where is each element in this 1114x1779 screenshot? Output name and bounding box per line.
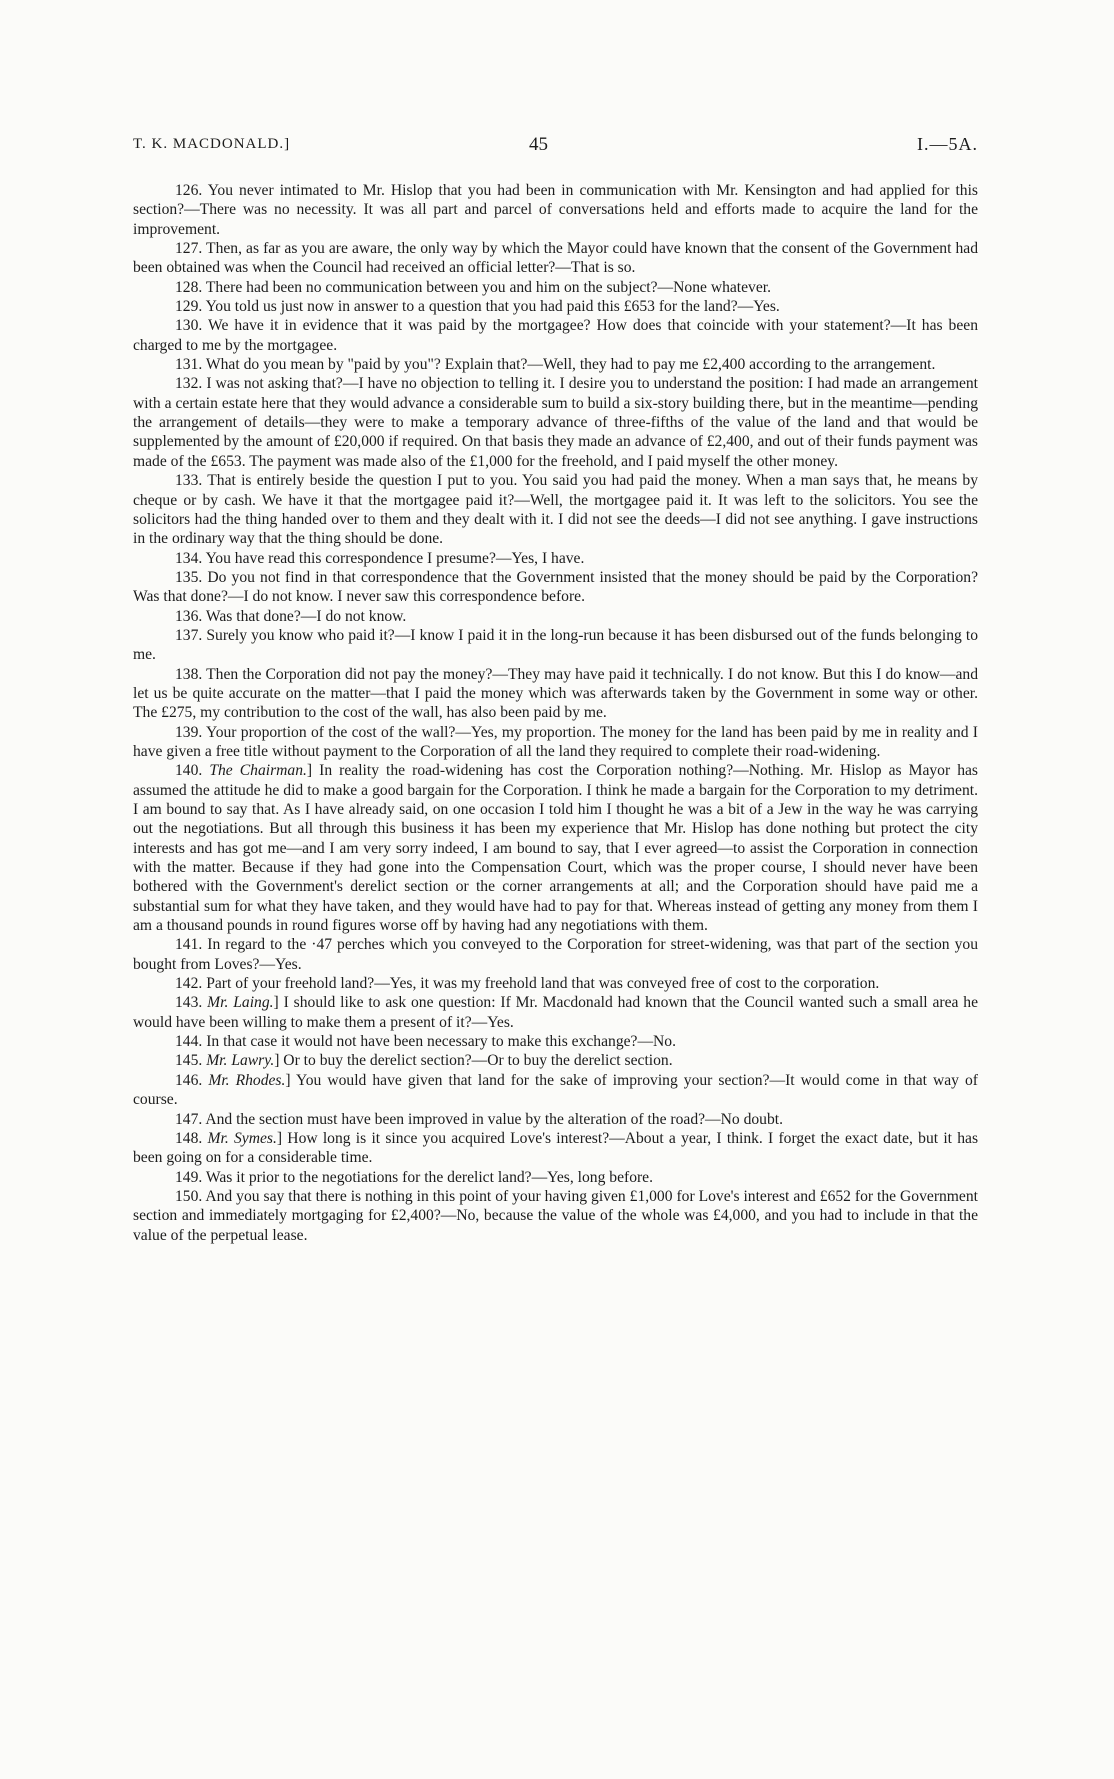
paragraph-text: 142. Part of your freehold land?—Yes, it was my freehold land that was conveyed free of cost to the corporation. — [175, 975, 880, 993]
paragraph-130 — [133, 316, 978, 355]
paragraph-text: 134. You have read this correspondence I presume?—Yes, I have. — [175, 549, 585, 567]
paragraph-text: 149. Was it prior to the negotiations for the derelict land?—Yes, long before. — [175, 1168, 654, 1186]
paragraph-128 — [133, 278, 978, 297]
paper-reference: I.—5A. — [917, 134, 978, 154]
paragraph-142 — [133, 974, 978, 993]
paragraph-text: 141. In regard to the ·47 perches which you conveyed to the Corporation for street-widening, was that part of the section you bought from Loves?—Yes. — [133, 936, 978, 973]
paragraph-text: 127. Then, as far as you are aware, the only way by which the Mayor could have known that the consent of the Government had been obtained was when the Council had received an official letter?—That is so. — [133, 240, 978, 277]
paragraph-text: 150. And you say that there is nothing in this point of your having given £1,000 for Love's interest and £652 for the Government section and immediately mortgaging for £2,400?—No, because the value of the whole was £4,000, and you had to include in that the value of the perpetual lease. — [133, 1187, 978, 1244]
paragraph-number: 146. — [175, 1071, 209, 1089]
paragraph-137 — [133, 626, 978, 665]
paragraph-127 — [133, 239, 978, 278]
speaker-name: Mr. Lawry. — [206, 1052, 275, 1070]
paragraph-text: 139. Your proportion of the cost of the wall?—Yes, my proportion. The money for the land has been paid by me in reality and I have given a free title without payment to the Corporation of all the land they required to complete their road-widening. — [133, 723, 978, 760]
paragraph-135 — [133, 568, 978, 607]
paragraph-text: 129. You told us just now in answer to a question that you had paid this £653 for the land?—Yes. — [175, 298, 780, 316]
paragraph-text: 132. I was not asking that?—I have no objection to telling it. I desire you to understand the position: I had made an arrangement with a certain estate here that they would advance a considerable sum to build a six-story building there, but in the meantime—pending the arrangement of details—they were to make a temporary advance of three-fifths of the value of the land and that would be supplemented by the amount of £20,000 if required. On that basis they made an advance of £2,400, and out of their funds payment was made of the £653. The payment was made also of the £1,000 for the freehold, and I paid myself the other money. — [133, 375, 978, 470]
paragraph-149 — [133, 1168, 978, 1187]
paragraph-129 — [133, 297, 978, 316]
paragraph-136 — [133, 607, 978, 626]
speaker-name: Mr. Symes. — [207, 1129, 277, 1147]
paragraph-text: 137. Surely you know who paid it?—I know I paid it in the long-run because it has been disbursed out of the funds belonging to me. — [133, 626, 978, 664]
paragraph-text: ] How long is it since you acquired Love's interest?—About a year, I think. I forget the exact date, but it has been going on for a considerable time. — [133, 1129, 979, 1167]
paragraph-138 — [133, 665, 978, 723]
header-witness-name: T. K. MACDONALD.] — [133, 136, 291, 152]
speaker-name: Mr. Laing. — [207, 994, 274, 1012]
paragraph-text: 136. Was that done?—I do not know. — [175, 607, 407, 625]
paragraph-131 — [133, 355, 978, 374]
paragraph-144 — [133, 1032, 978, 1051]
paragraph-text: 135. Do you not find in that correspondence that the Government insisted that the money should be paid by the Corporation? Was that done?—I do not know. I never saw this correspondence before. — [133, 568, 978, 606]
paragraph-146 — [133, 1071, 978, 1110]
paragraph-text: 147. And the section must have been improved in value by the alteration of the road?—No doubt. — [175, 1110, 784, 1128]
speaker-name: Mr. Rhodes. — [208, 1071, 286, 1089]
speaker-name: The Chairman. — [209, 762, 307, 780]
paragraph-number: 148. — [175, 1129, 208, 1147]
paragraph-text: ] Or to buy the derelict section?—Or to buy the derelict section. — [274, 1052, 673, 1070]
paragraph-number: 140. — [175, 762, 210, 780]
paragraph-147 — [133, 1110, 978, 1129]
paragraph-148 — [133, 1129, 978, 1168]
paragraph-text: ] You would have given that land for the sake of improving your section?—It would come in that way of course. — [133, 1071, 978, 1109]
paragraph-text: 144. In that case it would not have been necessary to make this exchange?—No. — [175, 1033, 677, 1051]
paragraph-134 — [133, 549, 978, 568]
paragraph-text: 126. You never intimated to Mr. Hislop that you had been in communication with Mr. Kensington and had applied for this section?—There was no necessity. It was all part and parcel of conversations held and efforts made to acquire the land for the improvement. — [133, 182, 978, 238]
paragraph-132 — [133, 374, 978, 471]
page-header — [133, 134, 978, 162]
paragraph-text: 138. Then the Corporation did not pay the money?—They may have paid it technically. I do not know. But this I do know—and let us be quite accurate on the matter—that I paid the money which was afterwards taken by the Government in some way or other. The £275, my contribution to the cost of the wall, has also been paid by me. — [133, 665, 978, 722]
page-number: 45 — [529, 134, 548, 155]
paragraph-126 — [133, 181, 978, 239]
paragraph-143 — [133, 993, 978, 1032]
paragraph-139 — [133, 723, 978, 762]
paragraph-141 — [133, 935, 978, 974]
paragraph-text: 130. We have it in evidence that it was paid by the mortgagee? How does that coincide with your statement?—It has been charged to me by the mortgagee. — [133, 317, 978, 354]
paragraph-number: 145. — [175, 1052, 207, 1070]
paragraph-text: ] In reality the road-widening has cost the Corporation nothing?—Nothing. Mr. Hislop as Mayor has assumed the attitude he did to make a good bargain for the Corporation. I think he made a bargain for the Corporation to my detriment. I am bound to say that. As I have already said, on one occasion I told him I thought he was a bit of a Jew in the way he was carrying out the negotiations. But all through this business it has been my experience that Mr. Hislop has done nothing but protect the city interests and has got me—and I am very sorry indeed, I am bound to say, that I ever agreed—to assist the Corporation in connection with the matter. Because if they had gone into the Compensation Court, which was the proper course, I should never have been bothered with the Government's derelict section or the corner arrangements at all; and the Corporation should have paid me a substantial sum for what they have taken, and they would have had to pay for that. Whereas instead of getting any money from them I am a thousand pounds in round figures worse off by having had any negotiations with them. — [133, 762, 978, 935]
paragraph-text: 133. That is entirely beside the question I put to you. You said you had paid the money. When a man says that, he means by cheque or by cash. We have it that the mortgagee paid it?—Well, the mortgagee paid it. It was left to the solicitors. You see the solicitors had the thing handed over to them and they dealt with it. I did not see the deeds—I did not see anything. I gave instructions in the ordinary way that the thing should be done. — [133, 472, 978, 548]
paragraph-text: 131. What do you mean by "paid by you"? Explain that?—Well, they had to pay me £2,400 according to the arrangement. — [175, 356, 936, 374]
testimony-body — [133, 181, 978, 1245]
paragraph-150 — [133, 1187, 978, 1245]
paragraph-145 — [133, 1051, 978, 1070]
paragraph-133 — [133, 471, 978, 548]
paragraph-number: 143. — [175, 994, 208, 1012]
paragraph-140 — [133, 761, 978, 935]
paragraph-text: 128. There had been no communication between you and him on the subject?—None whatever. — [175, 278, 771, 296]
paragraph-text: ] I should like to ask one question: If Mr. Macdonald had known that the Council wanted such a small area he would have been willing to make them a present of it?—Yes. — [133, 994, 979, 1031]
